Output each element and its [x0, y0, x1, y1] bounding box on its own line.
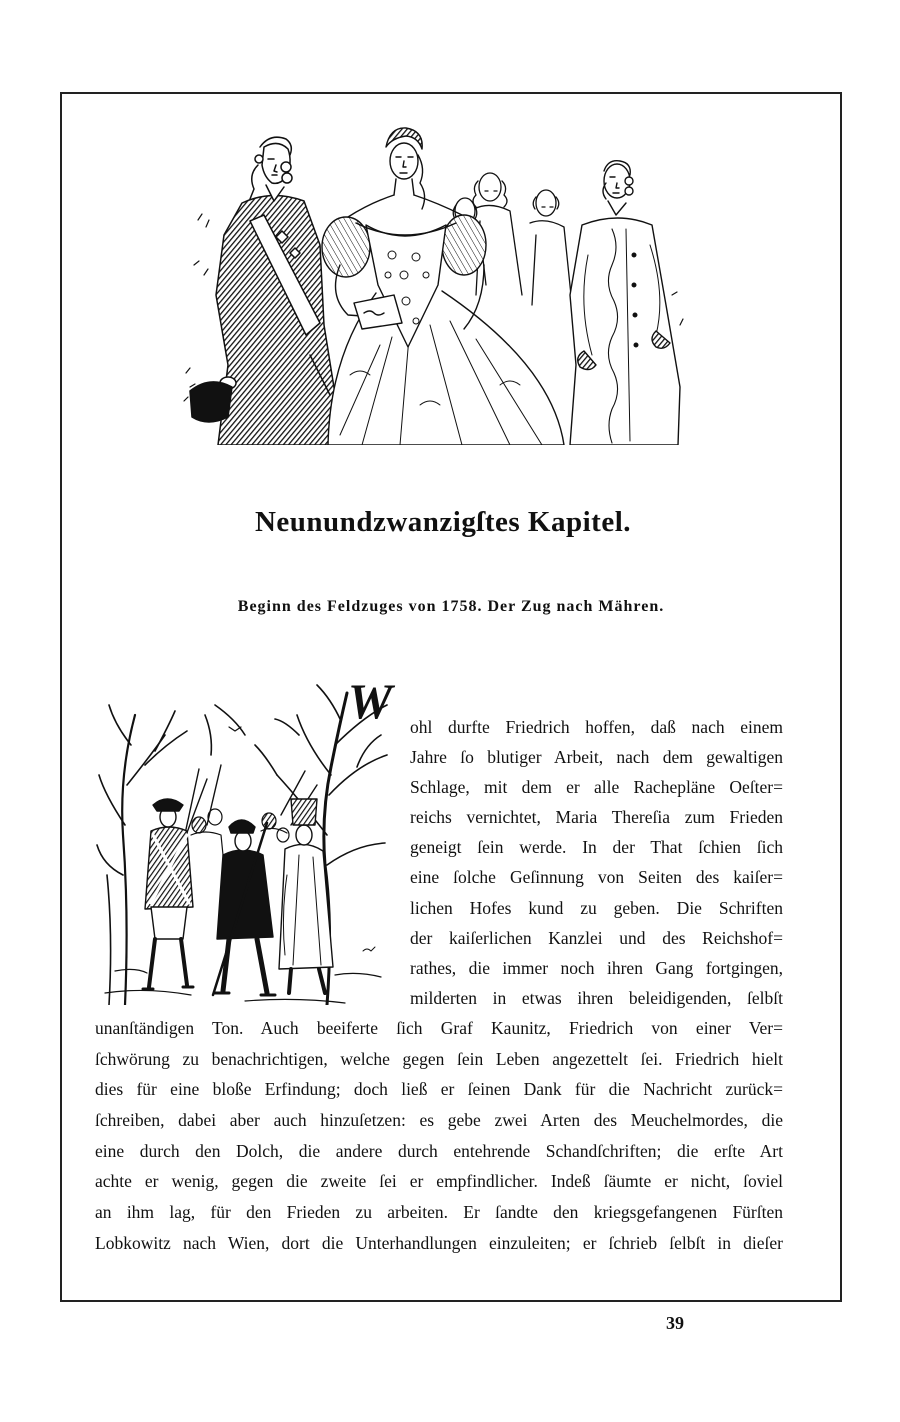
text-line: milderten in etwas ihren beleidigenden, ſelbſt — [410, 987, 783, 1008]
figure-woman-center — [322, 128, 564, 445]
figure-man-left-stroke — [255, 155, 263, 163]
figure-man-right-stroke — [625, 187, 633, 195]
text-line: reichs vernichtet, Maria Thereſia zum Frieden — [410, 807, 783, 828]
soldier-center-dark-stroke — [229, 820, 255, 833]
figure-man-left-stroke — [281, 162, 291, 172]
scattered-marks-stroke — [194, 214, 209, 275]
text-line: ſchwörung zu benachrichtigen, welche gegen ſein Leben angezettelt ſei. Friedrich hielt — [95, 1048, 783, 1069]
figure-man-right-stroke — [633, 313, 637, 317]
drop-cap-initial: W — [347, 673, 393, 729]
figure-right-long-coat-stroke — [289, 969, 325, 993]
soldier-center-dark-stroke — [235, 831, 251, 851]
crowd-background-stroke — [277, 828, 289, 842]
text-line: der kaiſerlichen Kanzlei und des Reichshof= — [410, 927, 783, 948]
figure-man-left — [190, 137, 340, 445]
soldier-left-stroke — [149, 939, 187, 987]
text-line: dies für eine bloße Erfindung; doch ließ er ſeinen Dank für die Nachricht zurück= — [95, 1079, 783, 1100]
text-line: geneigt ſein werde. In der That ſchien ſich — [410, 837, 783, 858]
soldier-left-stroke — [151, 907, 187, 939]
text-full-width — [95, 1013, 783, 1259]
text-line: Schlage, mit dem er alle Rachepläne Oeſter= — [410, 777, 783, 798]
text-line: unanſtändigen Ton. Auch beeiferte ſich Graf Kaunitz, Friedrich von einer Ver= — [95, 1018, 783, 1038]
figure-man-right-stroke — [632, 253, 636, 257]
soldier-center-dark-stroke — [223, 939, 267, 993]
figure-right-long-coat-stroke — [363, 947, 375, 951]
figure-man-right-stroke — [632, 283, 636, 287]
soldier-left — [143, 799, 193, 989]
figure-man-left-stroke — [216, 195, 340, 445]
text-line: lichen Hofes kund zu geben. Die Schriften — [410, 897, 783, 918]
figure-woman-center-stroke — [348, 195, 462, 217]
text-line: ohl durfte Friedrich hoffen, daß nach einem — [410, 717, 783, 737]
figure-woman-center-stroke — [418, 155, 425, 209]
text-line: Lobkowitz nach Wien, dort die Unterhandlungen einzuleiten; er ſchrieb ſelbſt in dieſer — [95, 1232, 783, 1253]
text-line: achte er wenig, gegen die zweite ſei er empfindlicher. Indeß ſäumte er nicht, ſoviel — [95, 1171, 783, 1192]
chapter-summary: Beginn des Feldzuges von 1758. Der Zug nach Mähren. — [237, 598, 665, 615]
background-courtiers-stroke — [536, 190, 556, 216]
figure-man-right-stroke — [625, 177, 633, 185]
text-line: ſchreiben, dabei aber auch hinzuſetzen: es gebe zwei Arten des Meuchelmordes, die — [95, 1110, 783, 1131]
chapter-title: Neunundzwanzigſtes Kapitel. — [254, 506, 632, 538]
figure-man-right-stroke — [634, 343, 638, 347]
text-line: eine durch den Dolch, die andere durch entehrende Schandſchriften; die erſte Art — [95, 1140, 783, 1161]
text-line: Jahre ſo blutiger Arbeit, nach dem gewaltigen — [410, 747, 783, 768]
trees-stroke — [205, 705, 245, 755]
figure-woman-center-stroke — [354, 295, 402, 329]
figure-woman-center-stroke — [394, 179, 414, 195]
crowd-background-stroke — [192, 817, 206, 833]
text-line: eine ſolche Geſinnung von Seiten des kaiſer= — [410, 867, 783, 888]
figure-right-long-coat-stroke — [296, 825, 312, 845]
figure-right-long-coat — [279, 799, 375, 993]
trees-stroke — [229, 727, 241, 731]
crowd-background-stroke — [262, 813, 276, 829]
soldier-left-stroke — [153, 799, 183, 811]
text-line: an ihm lag, für den Frieden zu arbeiten. Er ſandte den kriegsgefangenen Fürſten — [95, 1202, 783, 1223]
ground-stroke — [105, 969, 381, 1003]
background-courtiers-stroke — [530, 221, 572, 305]
figure-man-left-stroke — [282, 173, 292, 183]
figure-right-long-coat-stroke — [291, 799, 317, 825]
figure-man-right-stroke — [608, 201, 626, 215]
page-number: 39 — [666, 1313, 684, 1333]
trees-stroke — [122, 715, 135, 1005]
ground — [105, 969, 381, 1003]
court-scene-illustration — [180, 125, 690, 445]
text-beside-illustration — [410, 712, 783, 1013]
figure-man-left-stroke — [250, 165, 258, 199]
background-courtiers-stroke — [479, 173, 501, 201]
text-line: rathes, die immer noch ihren Gang fortgingen, — [410, 957, 783, 978]
figure-man-right — [570, 161, 680, 445]
figure-woman-center-stroke — [442, 215, 486, 275]
figure-man-left-stroke — [190, 382, 232, 422]
